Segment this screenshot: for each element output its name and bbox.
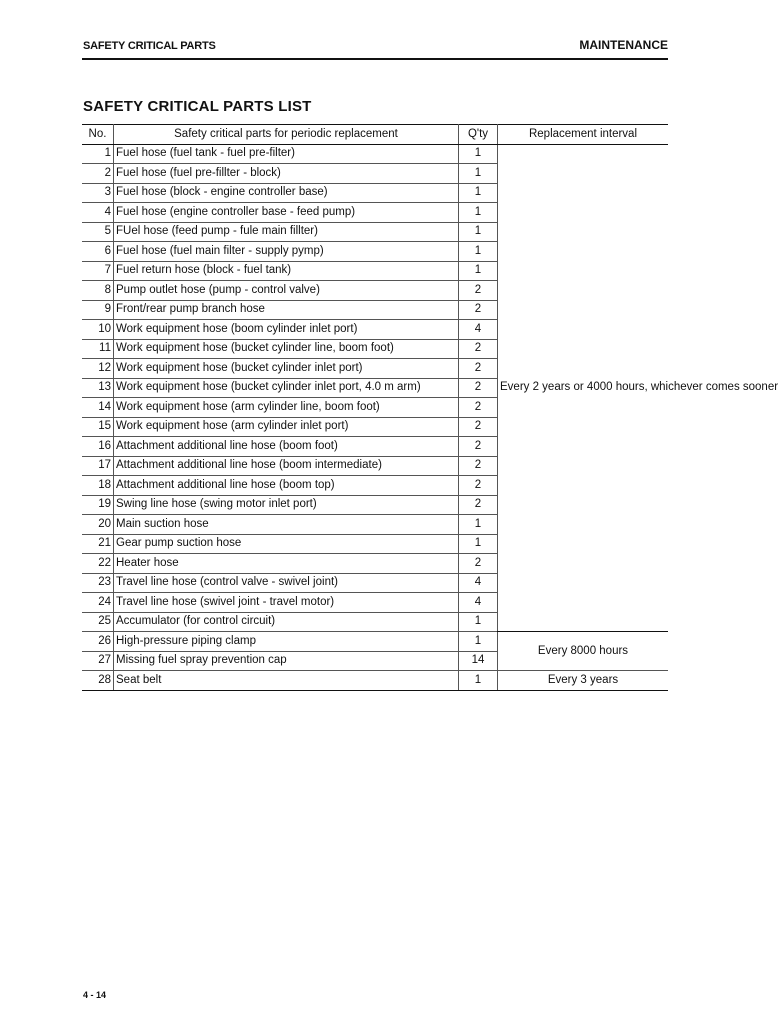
part-name: Travel line hose (control valve - swivel joint): [114, 573, 459, 593]
row-number: 17: [82, 456, 114, 476]
part-quantity: 2: [459, 281, 498, 301]
part-name: High-pressure piping clamp: [114, 632, 459, 652]
row-number: 28: [82, 671, 114, 691]
column-header-interval: Replacement interval: [498, 125, 669, 145]
column-header-no: No.: [82, 125, 114, 145]
part-name: Swing line hose (swing motor inlet port): [114, 495, 459, 515]
row-number: 22: [82, 554, 114, 574]
part-name: Attachment additional line hose (boom foot): [114, 437, 459, 457]
row-number: 24: [82, 593, 114, 613]
part-name: Work equipment hose (bucket cylinder line, boom foot): [114, 339, 459, 359]
row-number: 11: [82, 339, 114, 359]
row-number: 16: [82, 437, 114, 457]
part-quantity: 2: [459, 398, 498, 418]
table-body: [82, 144, 778, 690]
part-quantity: 4: [459, 573, 498, 593]
part-quantity: 1: [459, 164, 498, 184]
part-quantity: 1: [459, 632, 498, 652]
part-name: Seat belt: [114, 671, 459, 691]
part-name: Accumulator (for control circuit): [114, 612, 459, 632]
running-header-chapter: MAINTENANCE: [579, 38, 668, 52]
part-name: Fuel hose (fuel pre-fillter - block): [114, 164, 459, 184]
part-name: Fuel hose (block - engine controller base): [114, 183, 459, 203]
part-quantity: 14: [459, 651, 498, 671]
column-header-qty: Q'ty: [459, 125, 498, 145]
row-number: 8: [82, 281, 114, 301]
page-number: 4 - 14: [83, 990, 107, 1000]
row-number: 26: [82, 632, 114, 652]
table-row: [82, 144, 668, 164]
part-quantity: 1: [459, 222, 498, 242]
row-number: 1: [82, 144, 114, 164]
part-name: Missing fuel spray prevention cap: [114, 651, 459, 671]
part-name: Fuel hose (fuel tank - fuel pre-filter): [114, 144, 459, 164]
part-quantity: 1: [459, 183, 498, 203]
part-quantity: 2: [459, 476, 498, 496]
safety-parts-table: [82, 124, 778, 691]
part-quantity: 2: [459, 495, 498, 515]
row-number: 23: [82, 573, 114, 593]
row-number: 12: [82, 359, 114, 379]
part-name: Attachment additional line hose (boom intermediate): [114, 456, 459, 476]
column-header-part: Safety critical parts for periodic replacement: [114, 125, 459, 145]
part-name: Heater hose: [114, 554, 459, 574]
part-name: Fuel return hose (block - fuel tank): [114, 261, 459, 281]
part-name: Work equipment hose (bucket cylinder inlet port, 4.0 m arm): [114, 378, 459, 398]
row-number: 3: [82, 183, 114, 203]
page-title: SAFETY CRITICAL PARTS LIST: [83, 98, 312, 115]
row-number: 4: [82, 203, 114, 223]
row-number: 27: [82, 651, 114, 671]
part-quantity: 2: [459, 339, 498, 359]
part-quantity: 1: [459, 242, 498, 262]
part-quantity: 1: [459, 261, 498, 281]
table-row: [82, 632, 668, 652]
part-name: Pump outlet hose (pump - control valve): [114, 281, 459, 301]
part-quantity: 2: [459, 437, 498, 457]
replacement-interval: Every 8000 hours: [498, 632, 669, 671]
table-row: [82, 671, 668, 691]
part-name: Work equipment hose (arm cylinder line, boom foot): [114, 398, 459, 418]
part-quantity: 2: [459, 300, 498, 320]
header-divider: [82, 58, 668, 60]
part-name: Attachment additional line hose (boom top): [114, 476, 459, 496]
part-quantity: 2: [459, 456, 498, 476]
part-name: Fuel hose (engine controller base - feed pump): [114, 203, 459, 223]
table-header-row: [82, 125, 668, 145]
part-name: Travel line hose (swivel joint - travel motor): [114, 593, 459, 613]
part-quantity: 1: [459, 144, 498, 164]
part-name: FUel hose (feed pump - fule main fillter): [114, 222, 459, 242]
row-number: 25: [82, 612, 114, 632]
row-number: 19: [82, 495, 114, 515]
part-quantity: 4: [459, 593, 498, 613]
part-name: Work equipment hose (bucket cylinder inlet port): [114, 359, 459, 379]
part-quantity: 2: [459, 554, 498, 574]
row-number: 5: [82, 222, 114, 242]
running-header-section: SAFETY CRITICAL PARTS: [83, 40, 216, 52]
part-quantity: 1: [459, 515, 498, 535]
part-name: Work equipment hose (boom cylinder inlet port): [114, 320, 459, 340]
part-quantity: 4: [459, 320, 498, 340]
row-number: 15: [82, 417, 114, 437]
part-quantity: 2: [459, 417, 498, 437]
part-quantity: 1: [459, 671, 498, 691]
row-number: 18: [82, 476, 114, 496]
part-name: Main suction hose: [114, 515, 459, 535]
part-quantity: 2: [459, 378, 498, 398]
row-number: 6: [82, 242, 114, 262]
part-name: Gear pump suction hose: [114, 534, 459, 554]
row-number: 2: [82, 164, 114, 184]
part-quantity: 1: [459, 203, 498, 223]
part-name: Fuel hose (fuel main filter - supply pymp): [114, 242, 459, 262]
row-number: 7: [82, 261, 114, 281]
part-quantity: 1: [459, 534, 498, 554]
row-number: 14: [82, 398, 114, 418]
replacement-interval: Every 2 years or 4000 hours, whichever comes sooner: [498, 144, 669, 632]
row-number: 9: [82, 300, 114, 320]
part-quantity: 2: [459, 359, 498, 379]
part-name: Work equipment hose (arm cylinder inlet port): [114, 417, 459, 437]
replacement-interval: Every 3 years: [498, 671, 669, 691]
row-number: 13: [82, 378, 114, 398]
row-number: 21: [82, 534, 114, 554]
part-name: Front/rear pump branch hose: [114, 300, 459, 320]
part-quantity: 1: [459, 612, 498, 632]
row-number: 20: [82, 515, 114, 535]
row-number: 10: [82, 320, 114, 340]
